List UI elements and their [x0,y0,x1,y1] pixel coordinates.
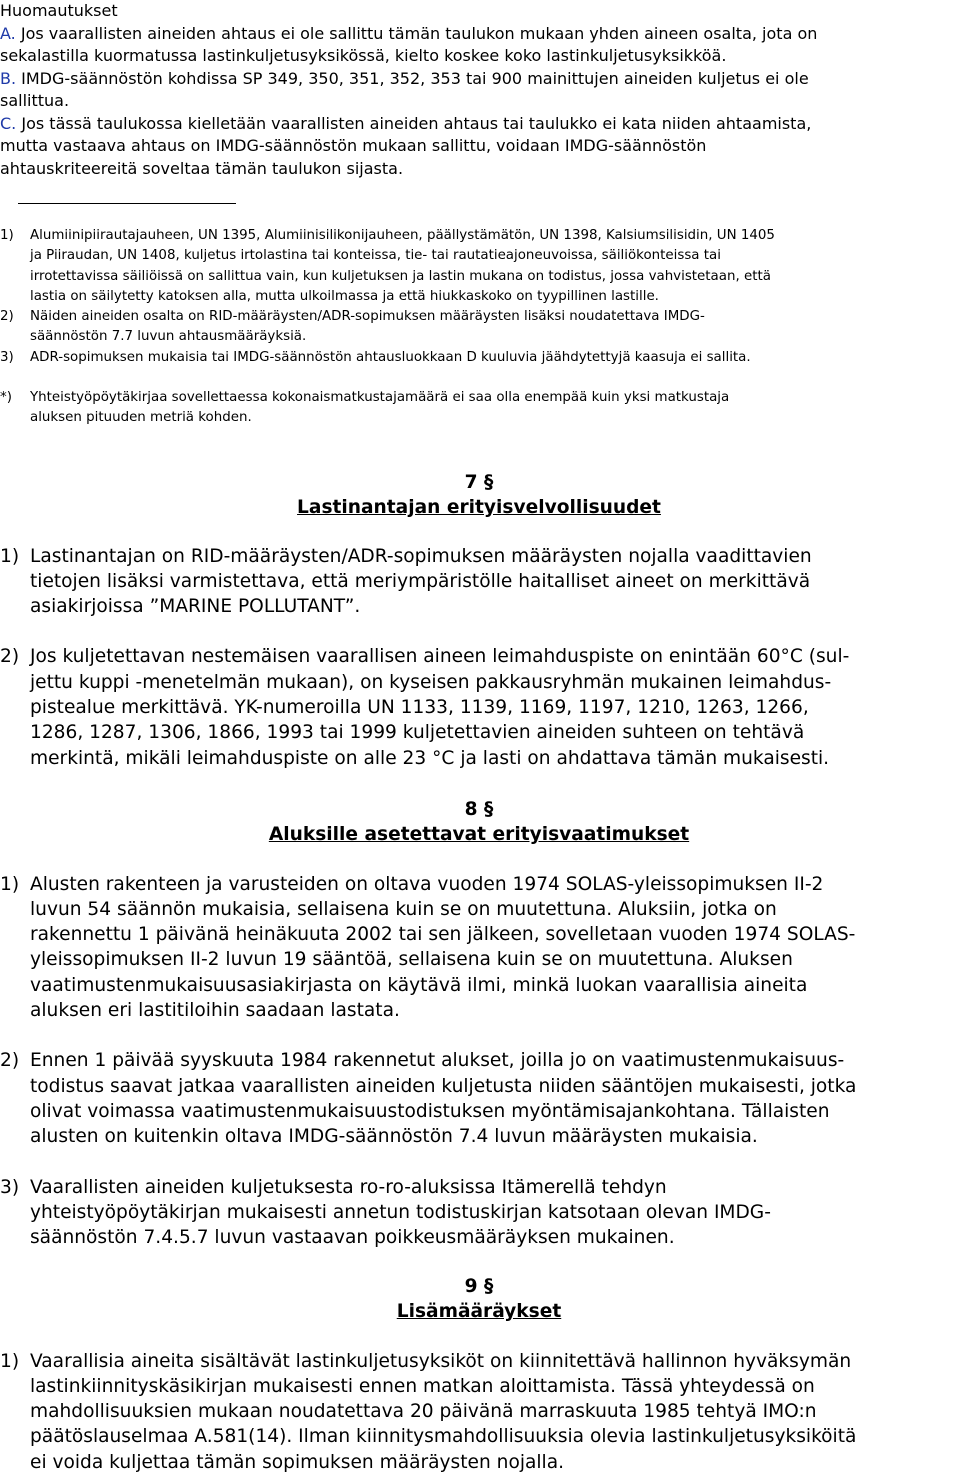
paragraph-text [30,644,958,770]
paragraph-text [30,1175,958,1251]
footnote-text [30,388,958,429]
paragraph-text [30,872,958,1024]
paragraph-text [30,1349,958,1475]
paragraph-text [30,1048,958,1149]
paragraph-line: ei voida kuljettaa tämän sopimuksen määräysten nojalla. [30,1451,565,1473]
footnote-2 [0,307,958,348]
note-c-line-3: ahtauskriteereitä soveltaa tämän taulukon sijasta. [0,158,404,178]
paragraph-line: lastinkiinnityskäsikirjan mukaisesti ennen matkan aloittamista. Tässä yhteydessä on [30,1375,815,1397]
paragraph-line: pistealue merkittävä. YK-numeroilla UN 1133, 1139, 1169, 1197, 1210, 1263, 1266, [30,697,809,719]
footnote-line: ADR-sopimuksen mukaisia tai IMDG-säännöstön ahtausluokkaan D kuuluvia jäähdytettyjä kaasuja ei sallita. [30,349,751,365]
section-number: 8 § [464,799,494,820]
footnote-line: irrotettavissa säiliöissä on sallittua vain, kun kuljetuksen ja lastin mukana on todistus, jossa vahvistetaan, että [30,268,771,284]
footnote-star [0,388,958,429]
section-9-paragraph-1 [0,1349,958,1475]
paragraph-line: yhteistyöpöytäkirjan mukaisesti annetun todistuskirjan katsotaan olevan IMDG- [30,1201,771,1223]
paragraph-line: merkintä, mikäli leimahduspiste on alle 23 °C ja lasti on ahdattava tämän mukaisesti. [30,747,830,769]
note-b-line-1 [0,68,958,91]
paragraph-line: todistus saavat jatkaa vaarallisten aineiden kuljetusta niiden sääntöjen mukaisesti, jotka [30,1075,857,1097]
section-7-paragraph-2 [0,644,958,770]
paragraph-number: 3) [0,1176,20,1198]
section-header [0,1274,958,1325]
section-heading: Lisämääräykset [396,1301,562,1323]
footnote-line: säännöstön 7.7 luvun ahtausmääräyksiä. [30,329,307,345]
footnote-number: 2) [0,309,14,325]
note-b-letter: B. [0,68,17,88]
paragraph-line: vaatimustenmukaisuusasiakirjasta on käytävä ilmi, minkä luokan vaarallisia aineita [30,974,808,996]
note-b-text-1: IMDG-säännöstön kohdissa SP 349, 350, 351, 352, 353 tai 900 mainittujen aineiden kuljetus ei ole [21,68,809,88]
footnote-line: ja Piiraudan, UN 1408, kuljetus irtolastina tai konteissa, tie- tai rautatieajoneuvoissa, säiliökonteissa tai [30,248,721,264]
paragraph-line: Jos kuljetettavan nestemäisen vaarallisen aineen leimahduspiste on enintään 60°C (sul- [30,646,850,668]
paragraph-number: 2) [0,1050,20,1072]
paragraph-number: 1) [0,545,20,567]
section-8-paragraph-2 [0,1048,958,1149]
section-header [0,470,958,521]
paragraph-text [30,544,958,620]
section-heading: Lastinantajan erityisvelvollisuudet [297,497,661,519]
note-c-letter: C. [0,113,17,133]
notes-title: Huomautukset [0,1,118,20]
footnote-text [30,226,958,307]
notes-block [0,0,958,180]
paragraph-line: säännöstön 7.4.5.7 luvun vastaavan poikkeusmääräyksen mukainen. [30,1227,675,1249]
section-8-paragraph-3 [0,1175,958,1251]
footnote-line: lastia on säilytetty katoksen alla, mutta ulkoilmassa ja että hiukkaskoko on tyypillinen lastille. [30,288,659,304]
paragraph-line: tietojen lisäksi varmistettava, että meriympäristölle haitalliset aineet on merkittävä [30,570,811,592]
paragraph-number: 1) [0,1350,20,1372]
footnotes-block [0,226,958,429]
paragraph-line: luvun 54 säännön mukaisia, sellaisena kuin se on muutettuna. Aluksiin, jotka on [30,898,777,920]
footnote-line: Alumiinipiirautajauheen, UN 1395, Alumiinisilikonijauheen, päällystämätön, UN 1398, Kalsiumsilisidin, UN 1405 [30,228,775,243]
section-8-paragraph-1 [0,872,958,1024]
note-b-line-2: sallittua. [0,91,70,110]
footnote-1 [0,226,958,307]
paragraph-line: Vaarallisia aineita sisältävät lastinkuljetusyksiköt on kiinnitettävä hallinnon hyväksymän [30,1350,852,1372]
section-9 [0,1274,958,1475]
paragraph-line: olivat voimassa vaatimustenmukaisuustodistuksen myöntämisajankohtana. Tällaisten [30,1100,830,1122]
section-8 [0,797,958,1250]
note-a-line-2: sekalastilla kuormatussa lastinkuljetusyksikössä, kielto koskee koko lastinkuljetusyksikköä. [0,46,727,65]
footnote-number: *) [0,390,12,406]
paragraph-line: asiakirjoissa ”MARINE POLLUTANT”. [30,596,361,618]
section-7 [0,470,958,771]
section-number: 7 § [464,472,494,493]
paragraph-line: Ennen 1 päivää syyskuuta 1984 rakennetut alukset, joilla jo on vaatimustenmukaisuus- [30,1050,845,1072]
footnote-text [30,348,958,368]
section-header [0,797,958,848]
footnote-line: Yhteistyöpöytäkirjaa sovellettaessa kokonaismatkustajamäärä ei saa olla enempää kuin yksi matkustaja [30,390,730,406]
paragraph-line: mahdollisuuksien mukaan noudatettava 20 päivänä marraskuuta 1985 tehtyä IMO:n [30,1401,817,1423]
paragraph-number: 1) [0,873,20,895]
footnote-number: 3) [0,349,14,365]
section-7-paragraph-1 [0,544,958,620]
footnote-line: Näiden aineiden osalta on RID-määräysten/ADR-sopimuksen määräysten lisäksi noudatettava IMDG- [30,309,705,325]
paragraph-line: Vaarallisten aineiden kuljetuksesta ro-ro-aluksissa Itämerellä tehdyn [30,1176,667,1198]
paragraph-line: yleissopimuksen II-2 luvun 19 sääntöä, sellaisena kuin se on muutettuna. Aluksen [30,949,793,971]
footnote-number: 1) [0,228,14,243]
paragraph-line: Alusten rakenteen ja varusteiden on oltava vuoden 1974 SOLAS-yleissopimuksen II-2 [30,873,824,895]
note-a-line-1 [0,23,958,46]
paragraph-number: 2) [0,646,20,668]
paragraph-line: 1286, 1287, 1306, 1866, 1993 tai 1999 kuljetettavien aineiden suhteen on tehtävä [30,722,805,744]
footnote-text [30,307,958,348]
note-c-line-2: mutta vastaava ahtaus on IMDG-säännöstön mukaan sallittu, voidaan IMDG-säännöstön [0,136,707,155]
paragraph-line: jettu kuppi -menetelmän mukaan), on kyseisen pakkausryhmän mukainen leimahdus- [30,671,832,693]
paragraph-line: Lastinantajan on RID-määräysten/ADR-sopimuksen määräysten nojalla vaadittavien [30,545,812,567]
note-c-line-1 [0,113,958,136]
footnote-divider [18,203,236,204]
paragraph-line: rakennettu 1 päivänä heinäkuuta 2002 tai sen jälkeen, sovelletaan vuoden 1974 SOLAS- [30,924,856,946]
footnote-3 [0,348,958,368]
note-a-letter: A. [0,23,16,43]
paragraph-line: päätöslauselmaa A.581(14). Ilman kiinnitysmahdollisuuksia olevia lastinkuljetusyksiköitä [30,1426,857,1448]
section-number: 9 § [464,1276,494,1297]
section-heading: Aluksille asetettavat erityisvaatimukset [268,824,690,846]
paragraph-line: aluksen eri lastitiloihin saadaan lastata. [30,1000,400,1022]
note-a-text-1: Jos vaarallisten aineiden ahtaus ei ole sallittu tämän taulukon mukaan yhden aineen osalta, jota on [20,23,818,43]
paragraph-line: alusten on kuitenkin oltava IMDG-säännöstön 7.4 luvun määräysten mukaisia. [30,1126,758,1148]
footnote-line: aluksen pituuden metriä kohden. [30,410,252,426]
note-c-text-1: Jos tässä taulukossa kielletään vaarallisten aineiden ahtaus tai taulukko ei kata niiden ahtaamista, [21,113,812,133]
